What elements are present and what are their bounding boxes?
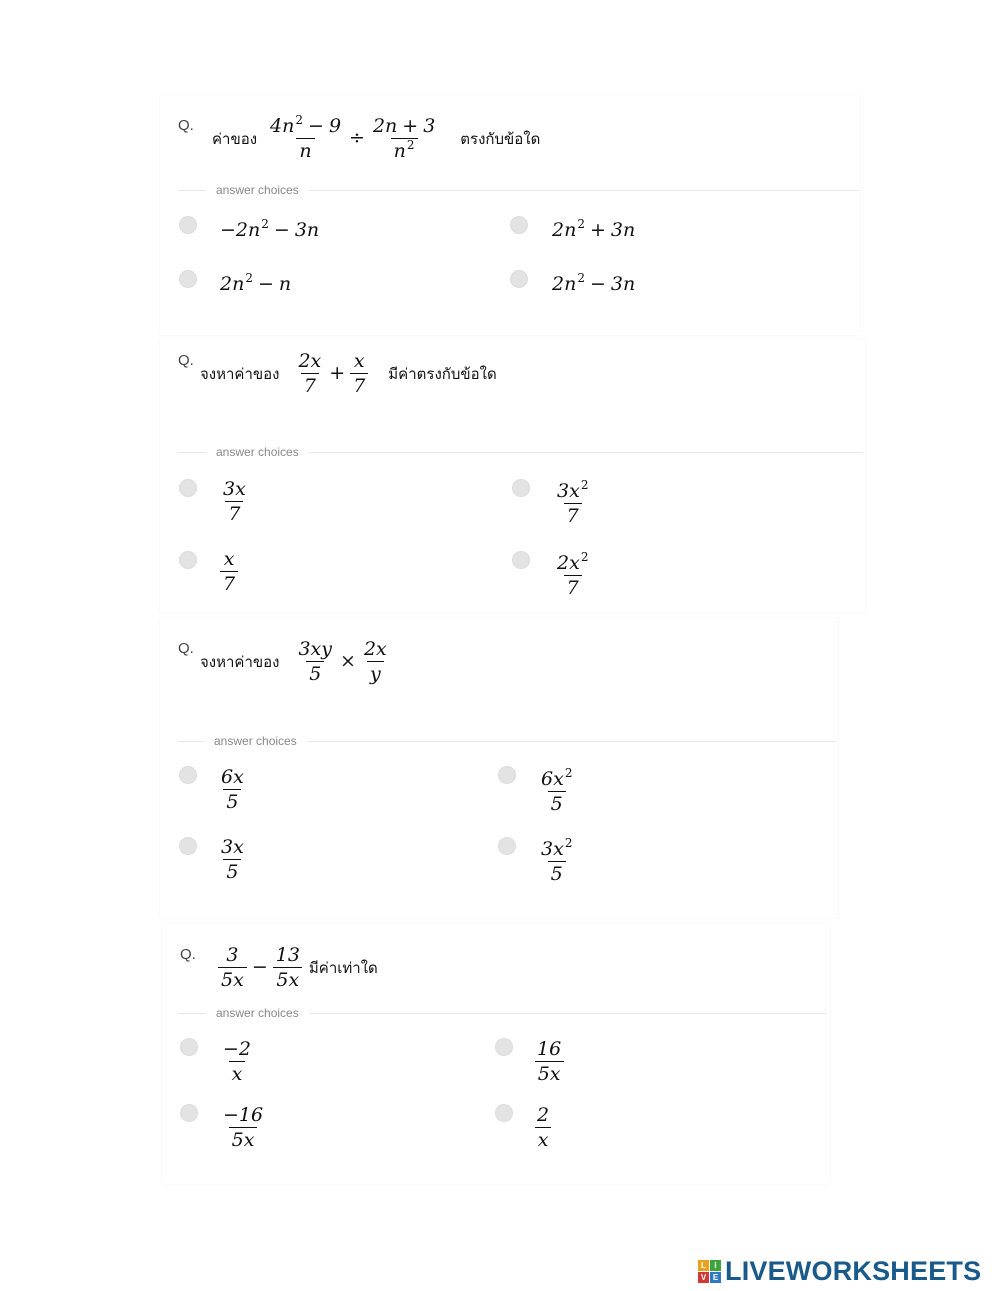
radio-button[interactable]: [179, 479, 197, 497]
choice-b[interactable]: $\frac{16}{5x}$: [534, 1038, 564, 1085]
question-text: [200, 350, 497, 397]
logo-block: L: [698, 1260, 709, 1271]
question-label: Q.: [178, 352, 194, 369]
choice-a[interactable]: $\frac{-2}{x}$: [223, 1038, 252, 1085]
choice-d[interactable]: $\frac{3x^2}{5}$: [541, 836, 573, 885]
logo-text: LIVEWORKSHEETS: [725, 1256, 982, 1286]
choice-c[interactable]: $\frac{x}{7}$: [220, 548, 238, 595]
question-card-3: [160, 618, 838, 918]
answer-choices-label: answer choices: [216, 1006, 299, 1020]
choice-b[interactable]: $\frac{3x^2}{7}$: [557, 478, 589, 527]
radio-button[interactable]: [510, 270, 528, 288]
logo-blocks-icon: [698, 1260, 721, 1283]
radio-button[interactable]: [179, 270, 197, 288]
choice-b[interactable]: $\frac{6x^2}{5}$: [541, 766, 573, 815]
choice-d[interactable]: $\frac{2x^2}{7}$: [557, 550, 589, 599]
question-card-2: [160, 340, 865, 612]
radio-button[interactable]: [495, 1104, 513, 1122]
question-prefix: จงหาค่าของ: [200, 652, 280, 671]
radio-button[interactable]: [495, 1038, 513, 1056]
choice-b[interactable]: $2n^2 + 3n$: [552, 217, 636, 241]
choice-d[interactable]: $2n^2 - 3n$: [552, 271, 636, 295]
question-card-4: [162, 924, 830, 1184]
question-text: [200, 638, 400, 685]
radio-button[interactable]: [512, 479, 530, 497]
question-expression: $\frac{2x}{7}$ + $\frac{x}{7}$: [295, 350, 368, 397]
choice-c[interactable]: $\frac{3x}{5}$: [221, 836, 244, 883]
question-suffix: มีค่าเท่าใด: [308, 958, 378, 977]
logo-block: E: [710, 1272, 721, 1283]
question-prefix: ค่าของ: [212, 129, 258, 148]
question-label: Q.: [178, 117, 194, 134]
answer-choices-header: [178, 445, 863, 459]
radio-button[interactable]: [498, 766, 516, 784]
radio-button[interactable]: [180, 1104, 198, 1122]
choice-a[interactable]: $\frac{6x}{5}$: [221, 766, 244, 813]
radio-button[interactable]: [510, 216, 528, 234]
question-suffix: ตรงกับข้อใด: [460, 129, 541, 148]
question-prefix: จงหาค่าของ: [200, 364, 280, 383]
question-expression: $\frac{3}{5x}$ − $\frac{13}{5x}$: [218, 944, 303, 991]
radio-button[interactable]: [180, 1038, 198, 1056]
radio-button[interactable]: [179, 216, 197, 234]
choice-c[interactable]: $2n^2 - n$: [220, 271, 292, 295]
answer-choices-header: [178, 183, 858, 197]
choice-c[interactable]: $\frac{-16}{5x}$: [223, 1104, 264, 1151]
answer-choices-header: [178, 734, 836, 748]
radio-button[interactable]: [179, 837, 197, 855]
choice-a[interactable]: $\frac{3x}{7}$: [223, 478, 246, 525]
answer-choices-label: answer choices: [216, 183, 299, 197]
radio-button[interactable]: [498, 837, 516, 855]
answer-choices-label: answer choices: [214, 734, 297, 748]
question-text: [212, 115, 540, 162]
choice-d[interactable]: $\frac{2}{x}$: [534, 1104, 552, 1151]
question-text: [212, 944, 378, 991]
question-suffix: มีค่าตรงกับข้อใด: [388, 364, 497, 383]
liveworksheets-logo: [698, 1256, 981, 1287]
answer-choices-header: [178, 1006, 826, 1020]
question-expression: $\frac{3xy}{5}$ × $\frac{2x}{y}$: [298, 638, 387, 685]
question-expression: $\frac{4n^2 - 9}{n}$ ÷ $\frac{2n + 3}{n^2}$: [270, 113, 436, 162]
choice-a[interactable]: $-2n^2 - 3n$: [220, 217, 320, 241]
logo-block: I: [710, 1260, 721, 1271]
logo-block: V: [698, 1272, 709, 1283]
question-label: Q.: [180, 946, 196, 963]
radio-button[interactable]: [179, 766, 197, 784]
question-label: Q.: [178, 640, 194, 657]
answer-choices-label: answer choices: [216, 445, 299, 459]
radio-button[interactable]: [512, 551, 530, 569]
radio-button[interactable]: [179, 551, 197, 569]
question-card-1: [160, 95, 860, 335]
